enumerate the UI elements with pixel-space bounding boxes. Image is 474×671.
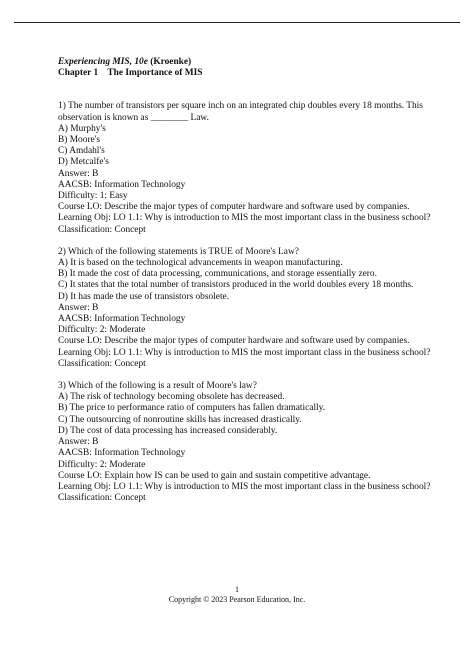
course-lo: Course LO: Describe the major types of computer hardware and software used by companies.: [58, 336, 410, 347]
question-2: [58, 247, 438, 370]
aacsb: AACSB: Information Technology: [58, 314, 186, 325]
option-a: A) Murphy's: [58, 123, 106, 134]
option-d: D) It has made the use of transistors obsolete.: [58, 291, 230, 302]
option-d: D) The cost of data processing has increased considerably.: [58, 425, 278, 436]
classification: Classification: Concept: [58, 358, 146, 369]
learning-obj: Learning Obj: LO 1.1: Why is introduction to MIS the most important class in the business school?: [58, 481, 431, 492]
book-title: Experiencing MIS, 10e: [58, 57, 148, 67]
question-3: [58, 381, 438, 504]
option-c: C) It states that the total number of transistors produced in the world doubles every 18 months.: [58, 280, 414, 291]
book-author: (Kroenke): [150, 57, 192, 67]
course-lo: Course LO: Explain how IS can be used to gain and sustain competitive advantage.: [58, 470, 371, 481]
learning-obj: Learning Obj: LO 1.1: Why is introduction to MIS the most important class in the business school?: [58, 213, 431, 224]
question-1: [58, 101, 438, 235]
answer: Answer: B: [58, 437, 99, 448]
answer: Answer: B: [58, 302, 99, 313]
chapter-title: The Importance of MIS: [107, 68, 203, 79]
course-lo: Course LO: Describe the major types of computer hardware and software used by companies.: [58, 202, 410, 213]
learning-obj: Learning Obj: LO 1.1: Why is introduction to MIS the most important class in the business school?: [58, 347, 431, 358]
difficulty: Difficulty: 1: Easy: [58, 191, 128, 202]
book-title-line: [58, 57, 438, 68]
option-d: D) Metcalfe's: [58, 157, 109, 168]
option-a: A) The risk of technology becoming obsolete has decreased.: [58, 392, 285, 403]
option-b: B) The price to performance ratio of computers has fallen dramatically.: [58, 403, 326, 414]
copyright-notice: Copyright © 2023 Pearson Education, Inc.: [168, 595, 306, 604]
document-body: [58, 57, 438, 504]
page-footer: [0, 585, 474, 605]
option-b: B) Moore's: [58, 135, 101, 146]
option-c: C) Amdahl's: [58, 146, 105, 157]
page-number: 1: [235, 585, 239, 594]
option-c: C) The outsourcing of nonroutine skills has increased drastically.: [58, 414, 302, 425]
question-stem: 1) The number of transistors per square inch on an integrated chip doubles every 18 months. This observation is known as ________ Law.: [58, 101, 423, 123]
classification: Classification: Concept: [58, 493, 146, 504]
aacsb: AACSB: Information Technology: [58, 448, 186, 459]
spacer: [58, 79, 438, 90]
top-rule: [14, 22, 460, 23]
chapter-heading: [58, 68, 438, 79]
difficulty: Difficulty: 2: Moderate: [58, 325, 146, 336]
aacsb: AACSB: Information Technology: [58, 179, 186, 190]
classification: Classification: Concept: [58, 224, 146, 235]
option-a: A) It is based on the technological advancements in weapon manufacturing.: [58, 258, 343, 269]
option-b: B) It made the cost of data processing, communications, and storage essentially zero.: [58, 269, 377, 280]
document-header: [58, 57, 438, 79]
question-stem: 3) Which of the following is a result of Moore's law?: [58, 381, 257, 392]
answer: Answer: B: [58, 168, 99, 179]
chapter-label: Chapter 1: [58, 68, 99, 79]
difficulty: Difficulty: 2: Moderate: [58, 459, 146, 470]
question-stem: 2) Which of the following statements is TRUE of Moore's Law?: [58, 246, 299, 257]
